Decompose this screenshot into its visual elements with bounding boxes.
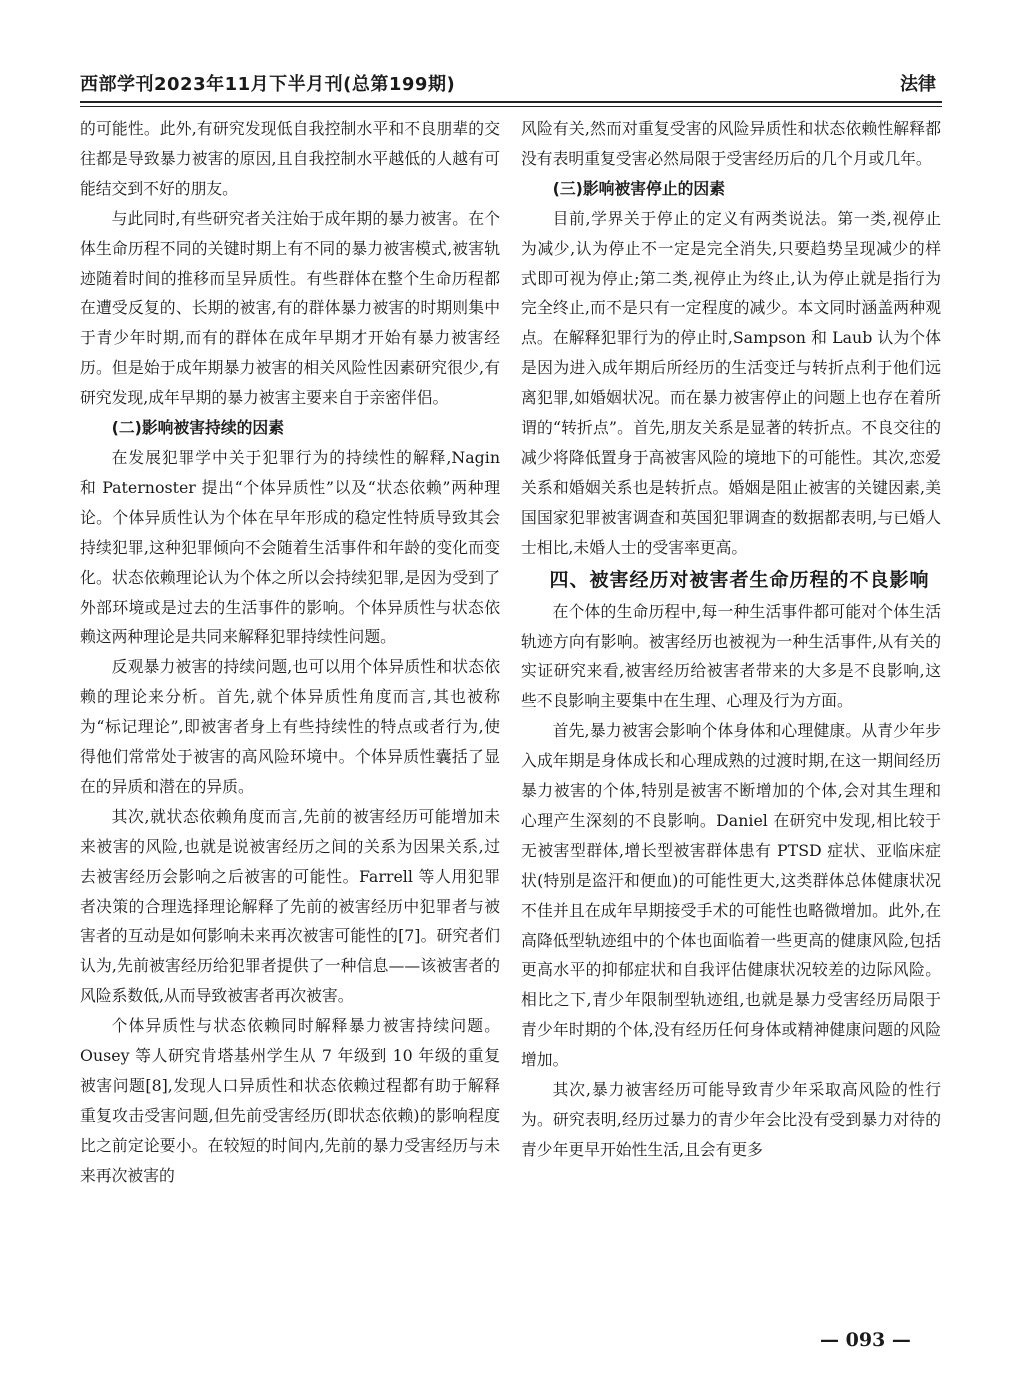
paragraph: 在发展犯罪学中关于犯罪行为的持续性的解释,Nagin 和 Paternoster 提出“个体异质性”以及“状态依赖”两种理论。个体异质性认为个体在早年形成的稳定性特质导致其会持续犯罪,这种犯罪倾向不会随着生活事件和年龄的变化而变化。状态依赖理论认为个体之所以会持续犯罪,是因为受到了外部环境或是过去的生活事件的影响。个体异质性与状态依赖这两种理论是共同来解释犯罪持续性问题。 (80, 447, 500, 647)
paragraph: 其次,暴力被害经历可能导致青少年采取高风险的性行为。研究表明,经历过暴力的青少年会比没有受到暴力对待的青少年更早开始性生活,且会有更多 (521, 1080, 941, 1159)
header-rule-thin (80, 106, 942, 107)
subsection-heading: (二)影响被害持续的因素 (111, 418, 285, 438)
section-label: 法律 (900, 74, 936, 95)
paragraph: 目前,学界关于停止的定义有两类说法。第一类,视停止为减少,认为停止不一定是完全消失,只要趋势呈现减少的样式即可视为停止;第二类,视停止为终止,认为停止就是指行为完全终止,而不是只有一定程度的减少。本文同时涵盖两种观点。在解释犯罪行为的停止时,Sampson 和 Laub 认为个体是因为进入成年期后所经历的生活变迁与转折点利于他们远离犯罪,如婚姻状况。而在暴力被害停止的问题上也存在着所谓的“转折点”。首先,朋友关系是显著的转折点。不良交往的减少将降低置身于高被害风险的境地下的可能性。其次,恋爱关系和婚姻关系也是转折点。婚姻是阻止被害的关键因素,美国国家犯罪被害调查和英国犯罪调查的数据都表明,与已婚人士相比,未婚人士的受害率更高。 (521, 208, 941, 557)
running-header (80, 70, 942, 100)
page-number: — 093 — (820, 1329, 911, 1351)
subsection-heading: (三)影响被害停止的因素 (552, 178, 726, 198)
paragraph: 其次,就状态依赖角度而言,先前的被害经历可能增加未来被害的风险,也就是说被害经历之间的关系为因果关系,过去被害经历会影响之后被害的可能性。Farrell 等人用犯罪者决策的合理选择理论解释了先前的被害经历中犯罪者与被害者的互动是如何影响未来再次被害可能性的[7]。研究者们认为,先前被害经历给犯罪者提供了一种信息——该被害者的风险系数低,从而导致被害者再次被害。 (80, 806, 500, 1006)
paragraph: 首先,暴力被害会影响个体身体和心理健康。从青少年步入成年期是身体成长和心理成熟的过渡时期,在这一期间经历暴力被害的个体,特别是被害不断增加的个体,会对其生理和心理产生深刻的不良影响。Daniel 在研究中发现,相比较于无被害型群体,增长型被害群体患有 PTSD 症状、亚临床症状(特别是盗汗和便血)的可能性更大,这类群体总体健康状况不佳并且在成年早期接受手术的可能性也略微增加。此外,在高降低型轨迹组中的个体也面临着一些更高的健康风险,包括更高水平的抑郁症状和自我评估健康状况较差的边际风险。相比之下,青少年限制型轨迹组,也就是暴力受害经历局限于青少年时期的个体,没有经历任何身体或精神健康问题的风险增加。 (521, 721, 941, 1070)
journal-title: 西部学刊2023年11月下半月刊(总第199期) (80, 74, 456, 95)
section-heading: 四、被害经历对被害者生命历程的不良影响 (549, 568, 930, 591)
paragraph: 的可能性。此外,有研究发现低自我控制水平和不良朋辈的交往都是导致暴力被害的原因,且自我控制水平越低的人越有可能结交到不好的朋友。 (80, 119, 500, 198)
header-rule-thick (80, 101, 942, 103)
paragraph: 反观暴力被害的持续问题,也可以用个体异质性和状态依赖的理论来分析。首先,就个体异质性角度而言,其也被称为“标记理论”,即被害者身上有些持续性的特点或者行为,使得他们常常处于被害的高风险环境中。个体异质性囊括了显在的异质和潜在的异质。 (80, 657, 500, 796)
right-column (521, 114, 941, 1165)
paragraph: 在个体的生命历程中,每一种生活事件都可能对个体生活轨迹方向有影响。被害经历也被视为一种生活事件,从有关的实证研究来看,被害经历给被害者带来的大多是不良影响,这些不良影响主要集中在生理、心理及行为方面。 (521, 601, 941, 711)
paragraph: 个体异质性与状态依赖同时解释暴力被害持续问题。Ousey 等人研究肯塔基州学生从 7 年级到 10 年级的重复被害问题[8],发现人口异质性和状态依赖过程都有助于解释重复攻击受害问题,但先前受害经历(即状态依赖)的影响程度比之前定论要小。在较短的时间内,先前的暴力受害经历与未来再次被害的 (80, 1016, 500, 1185)
paragraph: 风险有关,然而对重复受害的风险异质性和状态依赖性解释都没有表明重复受害必然局限于受害经历后的几个月或几年。 (521, 119, 941, 168)
left-column (80, 114, 500, 1191)
paragraph: 与此同时,有些研究者关注始于成年期的暴力被害。在个体生命历程不同的关键时期上有不同的暴力被害模式,被害轨迹随着时间的推移而呈异质性。有些群体在整个生命历程都在遭受反复的、长期的被害,有的群体暴力被害的时期则集中于青少年时期,而有的群体在成年早期才开始有暴力被害经历。但是始于成年期暴力被害的相关风险性因素研究很少,有研究发现,成年早期的暴力被害主要来自于亲密伴侣。 (80, 208, 500, 408)
